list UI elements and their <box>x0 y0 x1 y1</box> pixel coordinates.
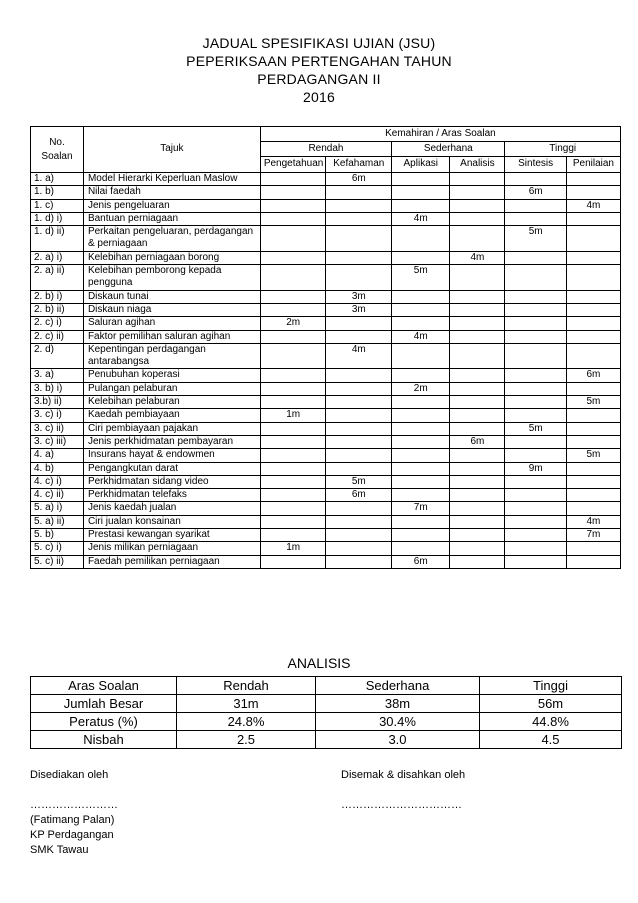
row-topic: Jenis perkhidmatan pembayaran <box>83 435 260 448</box>
empty-cell <box>450 529 505 542</box>
header-sederhana: Sederhana <box>392 142 505 157</box>
empty-cell <box>260 369 326 382</box>
empty-cell <box>450 290 505 303</box>
empty-cell <box>450 343 505 369</box>
empty-cell <box>392 396 450 409</box>
empty-cell <box>450 396 505 409</box>
empty-cell <box>260 422 326 435</box>
row-number: 5. a) ii) <box>31 515 84 528</box>
row-topic: Kaedah pembiayaan <box>83 409 260 422</box>
row-topic: Ciri jualan konsainan <box>83 515 260 528</box>
analisis-header-cell: Aras Soalan <box>31 677 177 695</box>
row-topic: Jenis kaedah jualan <box>83 502 260 515</box>
analisis-cell: 56m <box>480 695 622 713</box>
title-line-2: PEPERIKSAAN PERTENGAHAN TAHUN <box>186 53 452 69</box>
empty-cell <box>326 369 392 382</box>
empty-cell <box>566 542 620 555</box>
empty-cell <box>326 199 392 212</box>
empty-cell <box>566 435 620 448</box>
row-number: 4. c) i) <box>31 475 84 488</box>
row-mark: 4m <box>392 330 450 343</box>
empty-cell <box>505 449 566 462</box>
empty-cell <box>260 475 326 488</box>
empty-cell <box>260 251 326 264</box>
checked-label: Disemak & disahkan oleh <box>341 769 466 781</box>
title-line-4: 2016 <box>303 89 335 105</box>
empty-cell <box>450 317 505 330</box>
row-topic: Bantuan perniagaan <box>83 212 260 225</box>
empty-cell <box>505 382 566 395</box>
row-number: 1. d) ii) <box>31 226 84 252</box>
table-row <box>31 330 621 343</box>
table-row <box>31 422 621 435</box>
table-row <box>31 226 621 252</box>
table-row <box>31 317 621 330</box>
analisis-cell: 3.0 <box>316 731 480 749</box>
table-row <box>31 515 621 528</box>
empty-cell <box>450 330 505 343</box>
empty-cell <box>505 303 566 316</box>
title-line-3: PERDAGANGAN II <box>257 71 381 87</box>
empty-cell <box>326 226 392 252</box>
row-topic: Kelebihan perniagaan borong <box>83 251 260 264</box>
row-mark: 4m <box>326 343 392 369</box>
row-number: 3. c) iii) <box>31 435 84 448</box>
empty-cell <box>260 529 326 542</box>
row-number: 1. b) <box>31 186 84 199</box>
empty-cell <box>450 502 505 515</box>
empty-cell <box>505 173 566 186</box>
empty-cell <box>392 343 450 369</box>
empty-cell <box>392 462 450 475</box>
analisis-cell: Peratus (%) <box>31 713 177 731</box>
row-number: 3. a) <box>31 369 84 382</box>
row-mark: 7m <box>566 529 620 542</box>
row-topic: Nilai faedah <box>83 186 260 199</box>
row-mark: 1m <box>260 409 326 422</box>
empty-cell <box>505 489 566 502</box>
empty-cell <box>566 330 620 343</box>
row-mark: 6m <box>505 186 566 199</box>
empty-cell <box>260 515 326 528</box>
empty-cell <box>450 409 505 422</box>
empty-cell <box>260 382 326 395</box>
row-topic: Perkhidmatan sidang video <box>83 475 260 488</box>
row-mark: 6m <box>326 489 392 502</box>
table-row <box>31 449 621 462</box>
header-penilaian: Penilaian <box>566 157 620 173</box>
empty-cell <box>260 396 326 409</box>
empty-cell <box>392 186 450 199</box>
header-tajuk: Tajuk <box>83 127 260 173</box>
row-topic: Diskaun niaga <box>83 303 260 316</box>
empty-cell <box>566 343 620 369</box>
empty-cell <box>326 529 392 542</box>
empty-cell <box>260 489 326 502</box>
empty-cell <box>260 502 326 515</box>
table-row <box>31 173 621 186</box>
row-topic: Jenis milikan perniagaan <box>83 542 260 555</box>
empty-cell <box>392 422 450 435</box>
row-topic: Penubuhan koperasi <box>83 369 260 382</box>
empty-cell <box>392 475 450 488</box>
analisis-row-nisbah <box>31 731 622 749</box>
table-row <box>31 186 621 199</box>
row-topic: Model Hierarki Keperluan Maslow <box>83 173 260 186</box>
empty-cell <box>505 199 566 212</box>
table-row <box>31 199 621 212</box>
row-topic: Prestasi kewangan syarikat <box>83 529 260 542</box>
empty-cell <box>566 382 620 395</box>
row-number: 4. a) <box>31 449 84 462</box>
row-number: 4. c) ii) <box>31 489 84 502</box>
header-tinggi: Tinggi <box>505 142 621 157</box>
row-mark: 5m <box>566 449 620 462</box>
empty-cell <box>450 173 505 186</box>
table-row <box>31 265 621 291</box>
empty-cell <box>326 265 392 291</box>
empty-cell <box>260 435 326 448</box>
empty-cell <box>450 199 505 212</box>
empty-cell <box>392 173 450 186</box>
row-topic: Jenis pengeluaran <box>83 199 260 212</box>
empty-cell <box>566 409 620 422</box>
empty-cell <box>392 303 450 316</box>
header-sintesis: Sintesis <box>505 157 566 173</box>
empty-cell <box>566 462 620 475</box>
row-mark: 5m <box>326 475 392 488</box>
empty-cell <box>566 290 620 303</box>
row-mark: 5m <box>392 265 450 291</box>
row-number: 2. b) i) <box>31 290 84 303</box>
empty-cell <box>505 212 566 225</box>
empty-cell <box>392 369 450 382</box>
analisis-row-jumlah <box>31 695 622 713</box>
empty-cell <box>566 303 620 316</box>
empty-cell <box>260 462 326 475</box>
row-topic: Diskaun tunai <box>83 290 260 303</box>
table-row <box>31 303 621 316</box>
row-topic: Pengangkutan darat <box>83 462 260 475</box>
empty-cell <box>505 251 566 264</box>
row-mark: 9m <box>505 462 566 475</box>
empty-cell <box>326 555 392 568</box>
analisis-header-cell: Rendah <box>177 677 316 695</box>
empty-cell <box>392 489 450 502</box>
table-row <box>31 462 621 475</box>
analisis-table <box>30 676 622 749</box>
row-topic: Ciri pembiayaan pajakan <box>83 422 260 435</box>
row-number: 2. c) ii) <box>31 330 84 343</box>
row-mark: 5m <box>505 422 566 435</box>
empty-cell <box>392 529 450 542</box>
empty-cell <box>326 515 392 528</box>
row-mark: 2m <box>392 382 450 395</box>
empty-cell <box>450 515 505 528</box>
empty-cell <box>392 515 450 528</box>
empty-cell <box>326 449 392 462</box>
row-mark: 5m <box>505 226 566 252</box>
empty-cell <box>326 409 392 422</box>
table-row <box>31 529 621 542</box>
analisis-row-peratus <box>31 713 622 731</box>
row-mark: 4m <box>450 251 505 264</box>
empty-cell <box>392 542 450 555</box>
row-number: 3. b) i) <box>31 382 84 395</box>
row-mark: 3m <box>326 290 392 303</box>
empty-cell <box>326 462 392 475</box>
empty-cell <box>392 199 450 212</box>
row-number: 2. d) <box>31 343 84 369</box>
empty-cell <box>450 422 505 435</box>
header-kemahiran: Kemahiran / Aras Soalan <box>260 127 620 142</box>
prepared-by-block <box>30 768 118 858</box>
row-topic: Insurans hayat & endowmen <box>83 449 260 462</box>
table-row <box>31 382 621 395</box>
empty-cell <box>326 422 392 435</box>
row-topic: Kelebihan pelaburan <box>83 396 260 409</box>
empty-cell <box>392 409 450 422</box>
empty-cell <box>450 475 505 488</box>
empty-cell <box>505 290 566 303</box>
empty-cell <box>260 290 326 303</box>
row-number: 3.b) ii) <box>31 396 84 409</box>
empty-cell <box>260 212 326 225</box>
row-mark: 6m <box>566 369 620 382</box>
empty-cell <box>566 251 620 264</box>
analisis-cell: 4.5 <box>480 731 622 749</box>
analisis-cell: 24.8% <box>177 713 316 731</box>
empty-cell <box>392 251 450 264</box>
table-row <box>31 489 621 502</box>
row-topic: Kelebihan pemborong kepada pengguna <box>83 265 260 291</box>
table-row <box>31 555 621 568</box>
row-number: 3. c) ii) <box>31 422 84 435</box>
header-no-soalan: No. Soalan <box>31 127 84 173</box>
row-number: 5. a) i) <box>31 502 84 515</box>
table-row <box>31 212 621 225</box>
empty-cell <box>260 199 326 212</box>
analisis-title: ANALISIS <box>287 655 351 671</box>
row-topic: Kepentingan perdagangan antarabangsa <box>83 343 260 369</box>
row-number: 5. c) ii) <box>31 555 84 568</box>
empty-cell <box>450 489 505 502</box>
table-row <box>31 542 621 555</box>
row-mark: 6m <box>326 173 392 186</box>
row-mark: 6m <box>392 555 450 568</box>
empty-cell <box>326 396 392 409</box>
empty-cell <box>505 542 566 555</box>
prepared-label: Disediakan oleh <box>30 769 109 781</box>
empty-cell <box>260 186 326 199</box>
empty-cell <box>566 186 620 199</box>
table-row <box>31 290 621 303</box>
empty-cell <box>505 435 566 448</box>
empty-cell <box>326 330 392 343</box>
empty-cell <box>450 382 505 395</box>
table-row <box>31 251 621 264</box>
table-row <box>31 435 621 448</box>
row-number: 1. a) <box>31 173 84 186</box>
empty-cell <box>505 369 566 382</box>
empty-cell <box>505 475 566 488</box>
spec-table <box>30 126 621 569</box>
empty-cell <box>566 422 620 435</box>
empty-cell <box>326 212 392 225</box>
checked-signature-line: …………………………… <box>341 799 462 811</box>
header-analisis: Analisis <box>450 157 505 173</box>
empty-cell <box>450 265 505 291</box>
empty-cell <box>450 212 505 225</box>
header-aplikasi: Aplikasi <box>392 157 450 173</box>
empty-cell <box>566 226 620 252</box>
empty-cell <box>505 396 566 409</box>
empty-cell <box>260 555 326 568</box>
header-rendah: Rendah <box>260 142 391 157</box>
title-line-1: JADUAL SPESIFIKASI UJIAN (JSU) <box>202 35 436 51</box>
analisis-cell: Jumlah Besar <box>31 695 177 713</box>
analisis-header-cell: Tinggi <box>480 677 622 695</box>
empty-cell <box>260 303 326 316</box>
prepared-school: SMK Tawau <box>30 844 89 856</box>
table-row <box>31 475 621 488</box>
analisis-cell: Nisbah <box>31 731 177 749</box>
prepared-name: (Fatimang Palan) <box>30 814 115 826</box>
row-topic: Pulangan pelaburan <box>83 382 260 395</box>
empty-cell <box>260 173 326 186</box>
empty-cell <box>392 449 450 462</box>
empty-cell <box>326 542 392 555</box>
row-mark: 2m <box>260 317 326 330</box>
empty-cell <box>566 502 620 515</box>
row-mark: 5m <box>566 396 620 409</box>
prepared-role: KP Perdagangan <box>30 829 114 841</box>
empty-cell <box>450 449 505 462</box>
row-mark: 4m <box>566 515 620 528</box>
row-topic: Perkaitan pengeluaran, perdagangan & perniagaan <box>83 226 260 252</box>
empty-cell <box>505 515 566 528</box>
row-number: 1. d) i) <box>31 212 84 225</box>
row-topic: Perkhidmatan telefaks <box>83 489 260 502</box>
empty-cell <box>566 173 620 186</box>
empty-cell <box>260 265 326 291</box>
table-row <box>31 502 621 515</box>
analisis-cell: 44.8% <box>480 713 622 731</box>
analisis-cell: 2.5 <box>177 731 316 749</box>
header-pengetahuan: Pengetahuan <box>260 157 326 173</box>
row-topic: Faedah pemilikan perniagaan <box>83 555 260 568</box>
empty-cell <box>566 555 620 568</box>
empty-cell <box>566 265 620 291</box>
empty-cell <box>505 409 566 422</box>
empty-cell <box>566 317 620 330</box>
empty-cell <box>505 502 566 515</box>
empty-cell <box>392 226 450 252</box>
analisis-header-row <box>31 677 622 695</box>
table-row <box>31 396 621 409</box>
table-row <box>31 409 621 422</box>
row-number: 1. c) <box>31 199 84 212</box>
row-mark: 3m <box>326 303 392 316</box>
empty-cell <box>566 475 620 488</box>
empty-cell <box>450 303 505 316</box>
empty-cell <box>450 226 505 252</box>
row-number: 2. b) ii) <box>31 303 84 316</box>
empty-cell <box>505 555 566 568</box>
empty-cell <box>392 290 450 303</box>
empty-cell <box>566 212 620 225</box>
row-mark: 1m <box>260 542 326 555</box>
empty-cell <box>450 369 505 382</box>
empty-cell <box>505 265 566 291</box>
empty-cell <box>326 435 392 448</box>
analisis-cell: 38m <box>316 695 480 713</box>
empty-cell <box>326 382 392 395</box>
empty-cell <box>326 502 392 515</box>
row-number: 2. a) i) <box>31 251 84 264</box>
row-number: 3. c) i) <box>31 409 84 422</box>
row-number: 2. a) ii) <box>31 265 84 291</box>
empty-cell <box>505 343 566 369</box>
checked-by-block <box>341 768 465 813</box>
prepared-signature-line: …………………… <box>30 799 118 811</box>
empty-cell <box>450 186 505 199</box>
empty-cell <box>260 330 326 343</box>
row-mark: 4m <box>392 212 450 225</box>
empty-cell <box>392 435 450 448</box>
empty-cell <box>450 542 505 555</box>
document-title <box>0 34 638 106</box>
empty-cell <box>450 462 505 475</box>
row-topic: Saluran agihan <box>83 317 260 330</box>
empty-cell <box>260 343 326 369</box>
empty-cell <box>392 317 450 330</box>
header-kefahaman: Kefahaman <box>326 157 392 173</box>
empty-cell <box>260 449 326 462</box>
empty-cell <box>505 529 566 542</box>
empty-cell <box>505 317 566 330</box>
empty-cell <box>326 251 392 264</box>
row-number: 2. c) i) <box>31 317 84 330</box>
empty-cell <box>450 555 505 568</box>
row-number: 5. b) <box>31 529 84 542</box>
row-number: 4. b) <box>31 462 84 475</box>
table-row <box>31 369 621 382</box>
empty-cell <box>505 330 566 343</box>
empty-cell <box>326 317 392 330</box>
analisis-cell: 31m <box>177 695 316 713</box>
row-mark: 6m <box>450 435 505 448</box>
row-mark: 7m <box>392 502 450 515</box>
empty-cell <box>326 186 392 199</box>
analisis-cell: 30.4% <box>316 713 480 731</box>
table-row <box>31 343 621 369</box>
analisis-header-cell: Sederhana <box>316 677 480 695</box>
empty-cell <box>566 489 620 502</box>
row-number: 5. c) i) <box>31 542 84 555</box>
empty-cell <box>260 226 326 252</box>
row-mark: 4m <box>566 199 620 212</box>
row-topic: Faktor pemilihan saluran agihan <box>83 330 260 343</box>
